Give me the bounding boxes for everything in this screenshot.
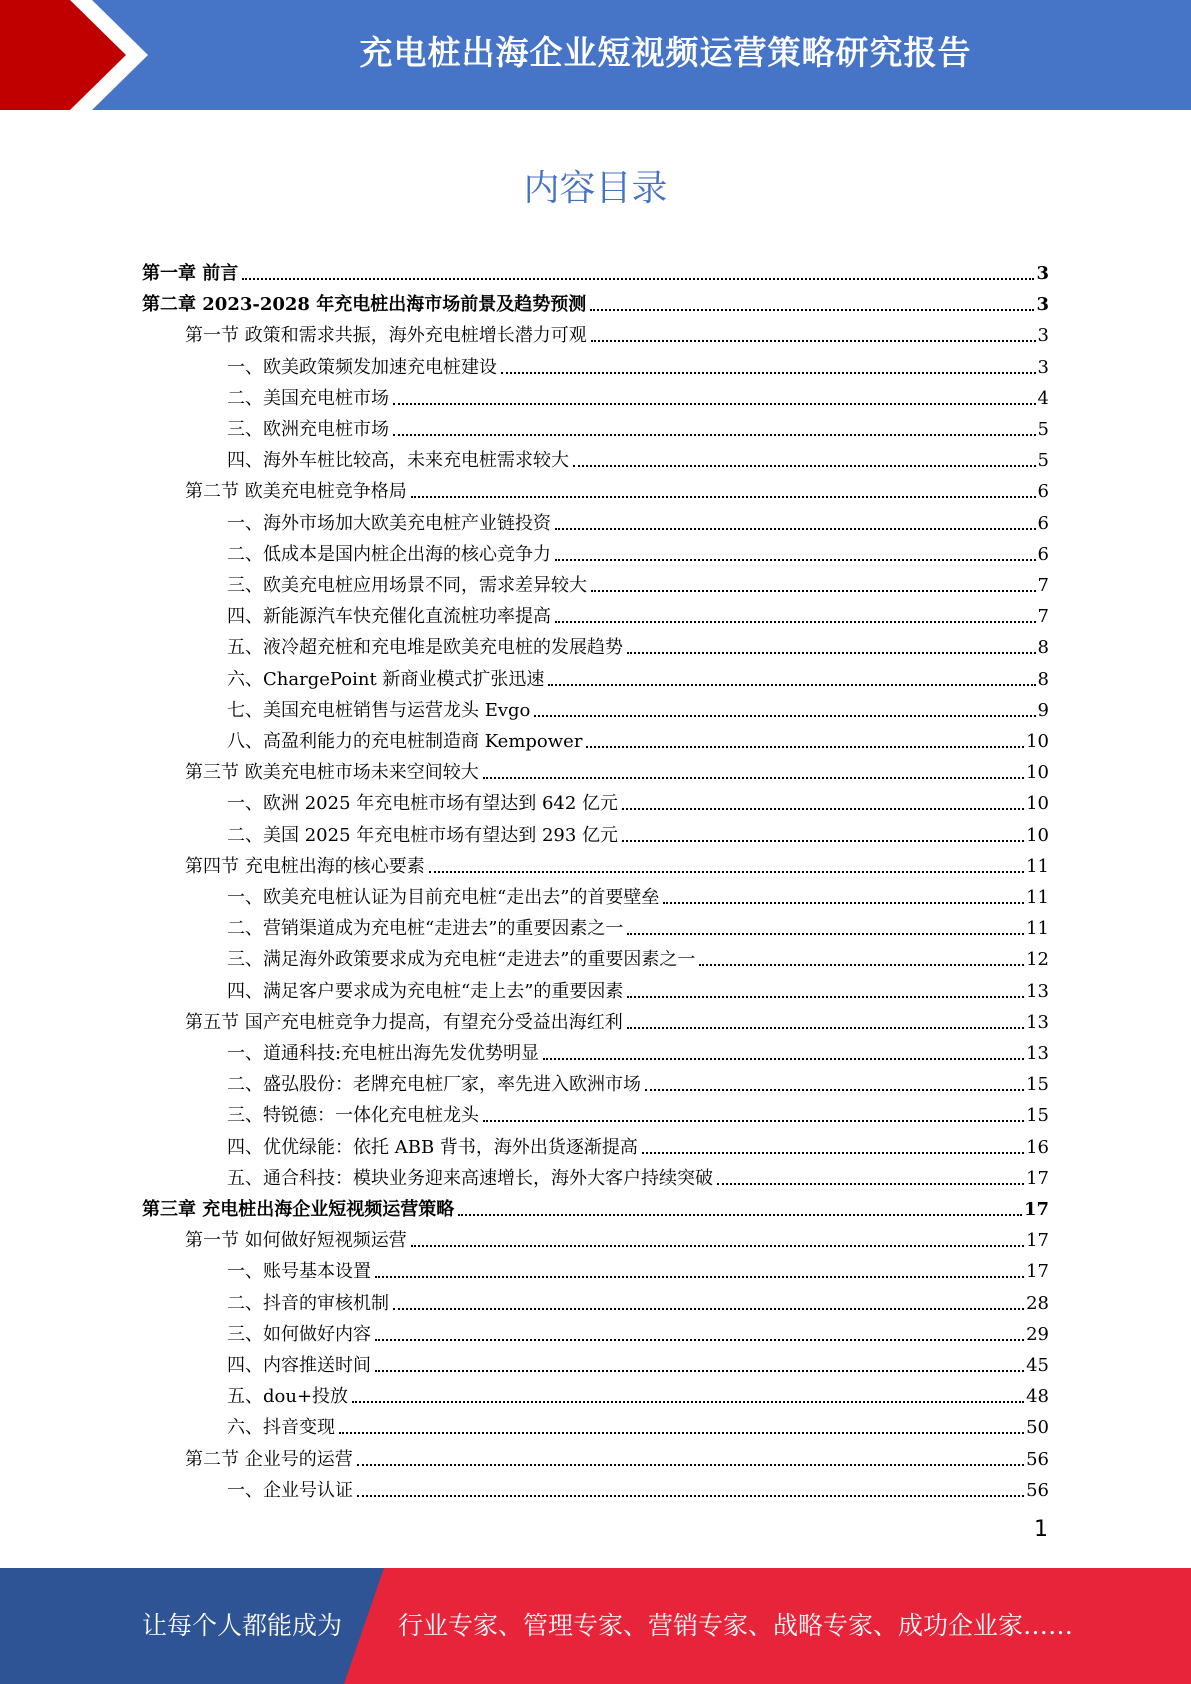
toc-dot-leader [573, 465, 1036, 467]
toc-entry-label: 第五节 国产充电桩竞争力提高，有望充分受益出海红利 [185, 1011, 623, 1033]
toc-entry[interactable] [227, 410, 1049, 441]
toc-entry-page: 15 [1026, 1074, 1049, 1096]
toc-entry-page: 9 [1037, 699, 1049, 721]
toc-entry[interactable] [227, 1128, 1049, 1159]
toc-entry[interactable] [227, 1159, 1049, 1190]
footer-slogan-left: 让每个人都能成为 [142, 1611, 343, 1640]
toc-entry-page: 13 [1026, 980, 1049, 1002]
toc-entry[interactable] [227, 784, 1049, 815]
toc-entry-page: 8 [1037, 668, 1049, 690]
toc-entry-label: 四、海外车桩比较高，未来充电桩需求较大 [227, 450, 569, 472]
toc-entry[interactable] [142, 285, 1049, 316]
toc-entry-page: 11 [1026, 855, 1049, 877]
toc-dot-leader [375, 1276, 1024, 1278]
toc-dot-leader [645, 1089, 1024, 1091]
toc-dot-leader [339, 1432, 1024, 1434]
toc-dot-leader [534, 715, 1035, 717]
toc-entry-label: 第二节 企业号的运营 [185, 1448, 353, 1470]
toc-entry-page: 3 [1037, 325, 1049, 347]
toc-entry-label: 三、欧洲充电桩市场 [227, 419, 389, 440]
toc-dot-leader [555, 559, 1036, 561]
toc-entry[interactable] [227, 1315, 1049, 1346]
toc-dot-leader [458, 1214, 1022, 1216]
toc-entry-label: 四、满足客户要求成为充电桩“走上去”的重要因素 [227, 980, 624, 1002]
toc-entry-label: 第二章 2023-2028 年充电桩出海市场前景及趋势预测 [142, 294, 587, 316]
toc-entry-label: 一、道通科技:充电桩出海先发优势明显 [227, 1043, 540, 1064]
toc-entry-label: 三、如何做好内容 [227, 1323, 371, 1345]
toc-entry-page: 10 [1026, 824, 1049, 846]
toc-dot-leader [591, 590, 1036, 592]
toc-entry-page: 17 [1026, 1261, 1049, 1283]
toc-entry[interactable] [227, 441, 1049, 472]
toc-entry[interactable] [227, 909, 1049, 940]
toc-entry-page: 13 [1026, 1011, 1049, 1033]
toc-entry-label: 五、液冷超充桩和充电堆是欧美充电桩的发展趋势 [227, 637, 623, 659]
toc-entry-label: 第一章 前言 [142, 263, 239, 284]
toc-entry-page: 11 [1026, 918, 1049, 940]
toc-entry-label: 一、企业号认证 [227, 1479, 353, 1501]
toc-entry[interactable] [227, 722, 1049, 753]
toc-entry-page: 45 [1026, 1355, 1049, 1376]
toc-entry-label: 四、内容推送时间 [227, 1355, 371, 1376]
toc-dot-leader [627, 652, 1036, 654]
toc-entry[interactable] [142, 1190, 1049, 1221]
toc-entry-label: 六、抖音变现 [227, 1417, 335, 1439]
toc-dot-leader [543, 1058, 1024, 1060]
header-band [0, 0, 1191, 110]
toc-entry-page: 3 [1036, 294, 1049, 316]
toc-entry-page: 7 [1037, 575, 1049, 596]
toc-entry[interactable] [142, 254, 1049, 285]
toc-entry-page: 28 [1026, 1292, 1049, 1314]
toc-entry-label: 第四节 充电桩出海的核心要素 [185, 855, 425, 877]
toc-entry-label: 四、新能源汽车快充催化直流桩功率提高 [227, 606, 551, 628]
toc-entry-label: 三、满足海外政策要求成为充电桩“走进去”的重要因素之一 [227, 949, 696, 971]
toc-entry[interactable] [227, 816, 1049, 847]
toc-entry-page: 3 [1037, 356, 1049, 378]
toc-entry[interactable] [185, 1221, 1049, 1252]
toc-entry-label: 二、低成本是国内桩企出海的核心竞争力 [227, 543, 551, 565]
toc-entry[interactable] [227, 660, 1049, 691]
toc-dot-leader [501, 372, 1036, 374]
toc-entry-page: 7 [1037, 606, 1049, 628]
toc-entry[interactable] [227, 940, 1049, 971]
toc-dot-leader [555, 621, 1036, 623]
toc-dot-leader [717, 1183, 1024, 1185]
toc-entry-page: 6 [1037, 512, 1049, 534]
toc-entry-label: 五、dou+投放 [227, 1386, 349, 1408]
toc-dot-leader [548, 684, 1035, 686]
toc-entry[interactable] [185, 847, 1049, 878]
toc-dot-leader [357, 1464, 1024, 1466]
toc-entry-label: 一、欧美政策频发加速充电桩建设 [227, 356, 497, 378]
toc-dot-leader [627, 1027, 1024, 1029]
toc-entry[interactable] [227, 504, 1049, 535]
footer-slogan-right: 行业专家、管理专家、营销专家、战略专家、成功企业家…… [398, 1611, 1074, 1640]
toc-dot-leader [411, 496, 1036, 498]
toc-dot-leader [586, 746, 1024, 748]
toc-entry-label: 第三章 充电桩出海企业短视频运营策略 [142, 1199, 455, 1220]
toc-entry[interactable] [227, 1408, 1049, 1439]
toc-entry-label: 二、抖音的审核机制 [227, 1292, 389, 1314]
toc-entry-page: 29 [1026, 1323, 1049, 1345]
toc-entry[interactable] [185, 472, 1049, 503]
report-title: 充电桩出海企业短视频运营策略研究报告 [359, 33, 972, 72]
toc-entry-page: 5 [1037, 450, 1049, 472]
toc-entry[interactable] [227, 691, 1049, 722]
toc-entry-page: 15 [1026, 1105, 1049, 1127]
toc-dot-leader [590, 309, 1034, 311]
toc-entry-page: 10 [1026, 731, 1049, 752]
toc-entry-page: 56 [1026, 1448, 1049, 1470]
toc-entry[interactable] [185, 753, 1049, 784]
toc-entry[interactable] [227, 348, 1049, 379]
toc-entry[interactable] [227, 379, 1049, 410]
toc-dot-leader [352, 1401, 1024, 1403]
toc-entry-label: 五、通合科技：模块业务迎来高速增长，海外大客户持续突破 [227, 1167, 713, 1189]
toc-dot-leader [483, 1120, 1024, 1122]
toc-entry-page: 50 [1026, 1417, 1049, 1439]
toc-entry-page: 16 [1026, 1136, 1049, 1158]
toc-entry[interactable] [227, 566, 1049, 597]
toc-entry-page: 6 [1037, 481, 1049, 503]
toc-entry[interactable] [227, 878, 1049, 909]
toc-entry-label: 一、欧美充电桩认证为目前充电桩“走出去”的首要壁垒 [227, 887, 660, 908]
toc-entry[interactable] [227, 1377, 1049, 1408]
toc-entry[interactable] [227, 1346, 1049, 1377]
toc-entry-label: 二、美国 2025 年充电桩市场有望达到 293 亿元 [227, 824, 619, 846]
toc-dot-leader [555, 528, 1036, 530]
toc-entry-page: 12 [1026, 949, 1049, 971]
toc-entry[interactable] [227, 1471, 1049, 1502]
toc-entry-label: 六、ChargePoint 新商业模式扩张迅速 [227, 668, 545, 690]
toc-entry-page: 10 [1026, 793, 1049, 815]
toc-dot-leader [375, 1339, 1024, 1341]
toc-entry-label: 四、优优绿能：依托 ABB 背书，海外出货逐渐提高 [227, 1136, 638, 1158]
toc-entry-page: 17 [1026, 1167, 1049, 1189]
toc-dot-leader [663, 902, 1024, 904]
toc-entry-page: 13 [1026, 1043, 1049, 1064]
toc-dot-leader [393, 403, 1036, 405]
toc-dot-leader [627, 996, 1024, 998]
toc-entry-label: 二、盛弘股份：老牌充电桩厂家，率先进入欧洲市场 [227, 1074, 641, 1096]
toc-entry-label: 第二节 欧美充电桩竞争格局 [185, 481, 407, 503]
toc-entry-label: 第一节 政策和需求共振，海外充电桩增长潜力可观 [185, 325, 587, 347]
toc-entry-label: 二、美国充电桩市场 [227, 387, 389, 409]
toc-entry[interactable] [185, 316, 1049, 347]
toc-entry-label: 第三节 欧美充电桩市场未来空间较大 [185, 762, 479, 784]
toc-dot-leader [393, 434, 1036, 436]
toc-entry-label: 一、账号基本设置 [227, 1261, 371, 1283]
toc-entry-label: 三、欧美充电桩应用场景不同，需求差异较大 [227, 575, 587, 596]
toc-dot-leader [699, 964, 1024, 966]
toc-entry-page: 6 [1037, 543, 1049, 565]
toc-entry-page: 17 [1026, 1230, 1049, 1252]
toc-entry[interactable] [227, 1096, 1049, 1127]
toc-heading: 内容目录 [523, 168, 668, 209]
toc-entry-label: 二、营销渠道成为充电桩“走进去”的重要因素之一 [227, 918, 624, 940]
toc-dot-leader [591, 340, 1036, 342]
toc-dot-leader [622, 808, 1024, 810]
toc-entry-label: 八、高盈利能力的充电桩制造商 Kempower [227, 731, 583, 752]
toc-entry-page: 11 [1026, 887, 1049, 908]
toc-entry[interactable] [227, 597, 1049, 628]
toc-entry-page: 17 [1023, 1199, 1049, 1220]
toc-entry[interactable] [227, 972, 1049, 1003]
toc-dot-leader [627, 933, 1024, 935]
toc-dot-leader [411, 1245, 1024, 1247]
page-number: 1 [1034, 1517, 1048, 1542]
toc-entry-label: 第一节 如何做好短视频运营 [185, 1230, 407, 1252]
toc-entry[interactable] [227, 1284, 1049, 1315]
toc-entry[interactable] [185, 1003, 1049, 1034]
toc-entry-page: 3 [1036, 263, 1049, 284]
toc-dot-leader [357, 1495, 1024, 1497]
toc-dot-leader [375, 1370, 1024, 1372]
toc-entry[interactable] [227, 1034, 1049, 1065]
toc-entry[interactable] [185, 1440, 1049, 1471]
toc-dot-leader [622, 840, 1024, 842]
toc-entry[interactable] [227, 535, 1049, 566]
toc-entry-page: 56 [1026, 1479, 1049, 1501]
toc-dot-leader [483, 777, 1024, 779]
toc-entry-page: 48 [1026, 1386, 1049, 1408]
toc-entry-page: 4 [1037, 387, 1049, 409]
toc-entry-page: 8 [1037, 637, 1049, 659]
toc-entry-label: 一、海外市场加大欧美充电桩产业链投资 [227, 512, 551, 534]
toc-dot-leader [393, 1308, 1024, 1310]
toc-entry[interactable] [227, 628, 1049, 659]
toc-dot-leader [642, 1152, 1024, 1154]
toc-entry[interactable] [227, 1065, 1049, 1096]
toc-entry-label: 三、特锐德：一体化充电桩龙头 [227, 1105, 479, 1127]
toc-entry-page: 5 [1037, 419, 1049, 440]
footer-band [0, 1568, 1191, 1684]
toc-dot-leader [429, 871, 1024, 873]
toc-entry-page: 10 [1026, 762, 1049, 784]
toc-entry-label: 七、美国充电桩销售与运营龙头 Evgo [227, 699, 531, 721]
toc-entry-label: 一、欧洲 2025 年充电桩市场有望达到 642 亿元 [227, 793, 619, 815]
toc-entry[interactable] [227, 1252, 1049, 1283]
toc-dot-leader [242, 278, 1034, 280]
